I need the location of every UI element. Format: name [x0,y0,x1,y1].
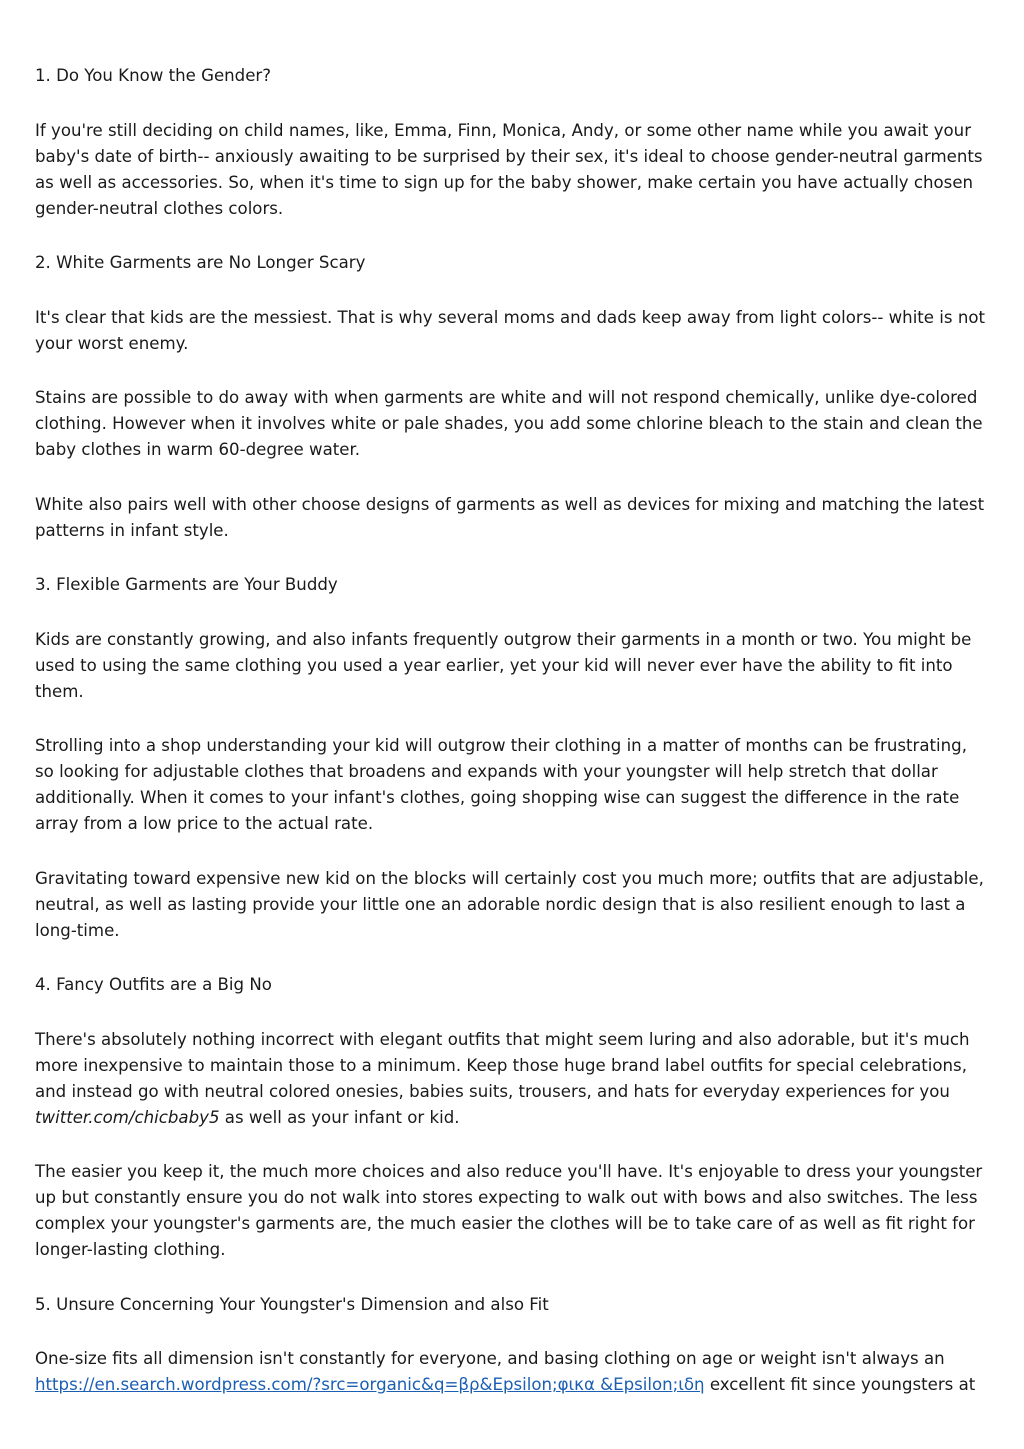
section-heading-3: 3. Flexible Garments are Your Buddy [35,575,338,594]
wordpress-search-link[interactable]: https://en.search.wordpress.com/?src=organic&q=βρ&Epsilon;φικα &Epsilon;ιδη [35,1375,705,1394]
paragraph-text: as well as your infant or kid. [219,1107,460,1127]
section-heading-1: 1. Do You Know the Gender? [35,66,272,85]
social-handle-text: twitter.com/chicbaby5 [35,1107,220,1127]
section-heading-5: 5. Unsure Concerning Your Youngster's Dimension and also Fit [35,1294,549,1314]
paragraph: The easier you keep it, the much more choices and also reduce you'll have. It's enjoyable to dress your youngster up but constantly ensure you do not walk into stores expecting to walk out with bows and also switches. The less complex your youngster's garments are, the much easier the clothes will be to take care of as well as fit right for longer-lasting clothing. [35,1162,983,1259]
paragraph-text: One-size fits all dimension isn't constantly for everyone, and basing clothing on age or weight isn't always an [35,1349,945,1368]
paragraph: Strolling into a shop understanding your kid will outgrow their clothing in a matter of months can be frustrating, so looking for adjustable clothes that broadens and expands with your youngster will help stretch that dollar additionally. When it comes to your infant's clothes, going shopping wise can suggest the difference in the rate array from a low price to the actual rate. [35,736,967,833]
paragraph: Gravitating toward expensive new kid on the blocks will certainly cost you much more; outfits that are adjustable, neutral, as well as lasting provide your little one an adorable nordic design that is also resilient enough to last a long-time. [35,868,984,940]
paragraph-text: There's absolutely nothing incorrect with elegant outfits that might seem luring and also adorable, but it's much more inexpensive to maintain those to a minimum. Keep those huge brand label outfits for special celebrations, and instead go with neutral colored onesies, babies suits, trousers, and hats for everyday experiences for you [35,1029,970,1101]
paragraph: Kids are constantly growing, and also infants frequently outgrow their garments in a month or two. You might be used to using the same clothing you used a year earlier, yet your kid will never ever have the ability to fit into them. [35,629,972,701]
paragraph: It's clear that kids are the messiest. That is why several moms and dads keep away from light colors-- white is not your worst enemy. [35,307,985,353]
paragraph [35,1027,990,1131]
paragraph: Stains are possible to do away with when garments are white and will not respond chemically, unlike dye-colored clothing. However when it involves white or pale shades, you add some chlorine bleach to the stain and clean the baby clothes in warm 60-degree water. [35,388,983,459]
section-heading-2: 2. White Garments are No Longer Scary [35,253,366,272]
paragraph [35,1346,990,1398]
document-page [35,63,990,1427]
section-heading-4: 4. Fancy Outfits are a Big No [35,975,272,994]
paragraph: If you're still deciding on child names, like, Emma, Finn, Monica, Andy, or some other name while you await your baby's date of birth-- anxiously awaiting to be surprised by their sex, it's ideal to choose gender-neutral garments as well as accessories. So, when it's time to sign up for the baby shower, make certain you have actually chosen gender-neutral clothes colors. [35,120,983,218]
paragraph-text: excellent fit since youngsters at [704,1375,976,1394]
paragraph: White also pairs well with other choose designs of garments as well as devices for mixing and matching the latest patterns in infant style. [35,494,985,540]
